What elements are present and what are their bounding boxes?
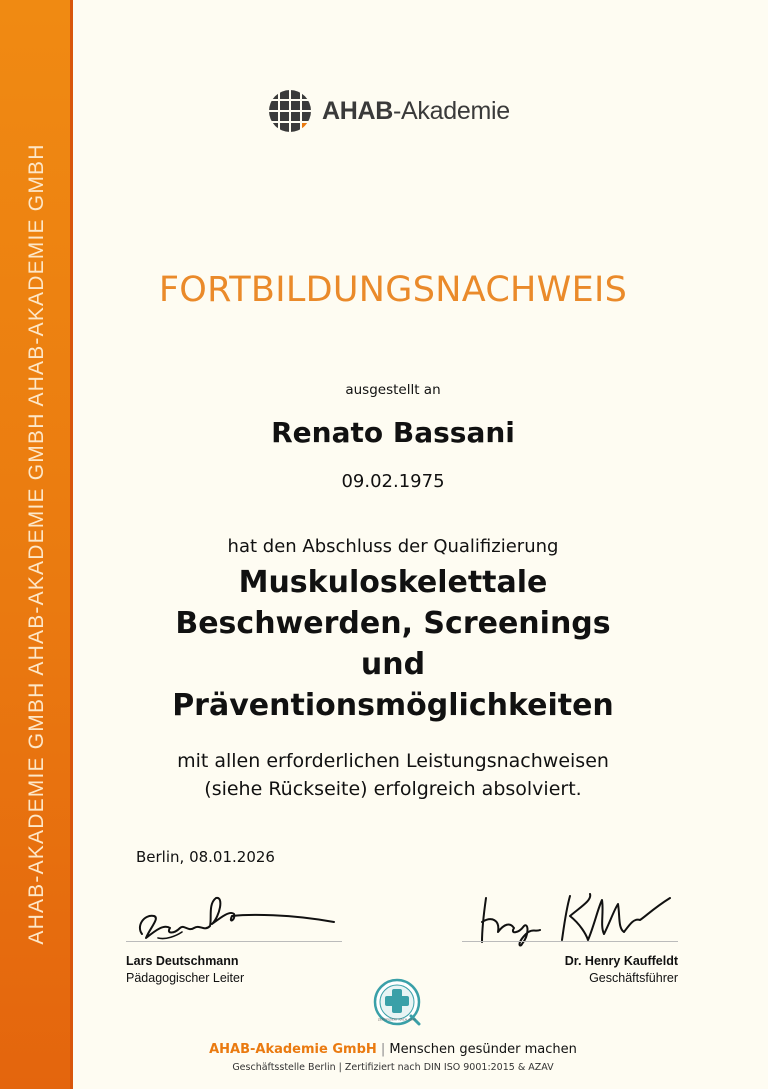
signer-name: Dr. Henry Kauffeldt bbox=[564, 954, 678, 968]
course-line: Muskuloskelettale bbox=[238, 565, 548, 600]
footer-slogan: Menschen gesünder machen bbox=[389, 1042, 577, 1057]
seal-text: ZERTIFIZIERT NACH AZAV bbox=[377, 1017, 417, 1022]
certification-seal-icon bbox=[371, 978, 425, 1028]
recipient-birth-date: 09.02.1975 bbox=[341, 471, 445, 492]
signature-left bbox=[130, 888, 340, 948]
completion-text bbox=[73, 747, 713, 803]
signature-line-left bbox=[126, 941, 342, 942]
course-line: Beschwerden, Screenings bbox=[175, 606, 611, 641]
footer-org: AHAB-Akademie GmbH bbox=[209, 1042, 377, 1057]
lead-text: hat den Abschluss der Qualifizierung bbox=[227, 536, 559, 557]
completion-line: (siehe Rückseite) erfolgreich absolviert. bbox=[204, 778, 582, 800]
course-title bbox=[73, 562, 713, 726]
footer-line bbox=[73, 1042, 713, 1057]
recipient-name: Renato Bassani bbox=[271, 416, 515, 449]
place-date: Berlin, 08.01.2026 bbox=[136, 848, 275, 866]
logo bbox=[268, 88, 510, 134]
logo-name-rest: -Akademie bbox=[393, 96, 510, 125]
logo-name-bold: AHAB bbox=[322, 96, 394, 125]
completion-line: mit allen erforderlichen Leistungsnachweisen bbox=[177, 750, 609, 772]
dotted-globe-icon bbox=[268, 89, 312, 133]
signer-name: Lars Deutschmann bbox=[126, 954, 239, 968]
sidebar-text: AHAB-AKADEMIE GMBH AHAB-AKADEMIE GMBH AHAB-AKADEMIE GMBH bbox=[25, 143, 48, 945]
signer-right bbox=[565, 953, 678, 987]
signature-right bbox=[470, 886, 680, 952]
signer-role: Pädagogischer Leiter bbox=[126, 971, 245, 985]
certificate-title: FORTBILDUNGSNACHWEIS bbox=[158, 270, 628, 310]
signature-line-right bbox=[462, 941, 678, 942]
footer-details: Geschäftsstelle Berlin | Zertifiziert nach DIN ISO 9001:2015 & AZAV bbox=[232, 1062, 554, 1073]
logo-text bbox=[322, 97, 510, 126]
signer-left bbox=[126, 953, 244, 987]
course-line: Präventionsmöglichkeiten bbox=[172, 688, 614, 723]
course-line: und bbox=[360, 647, 426, 682]
footer-separator: | bbox=[380, 1042, 386, 1057]
issued-to-label: ausgestellt an bbox=[345, 382, 441, 398]
signer-role: Geschäftsführer bbox=[589, 971, 678, 985]
